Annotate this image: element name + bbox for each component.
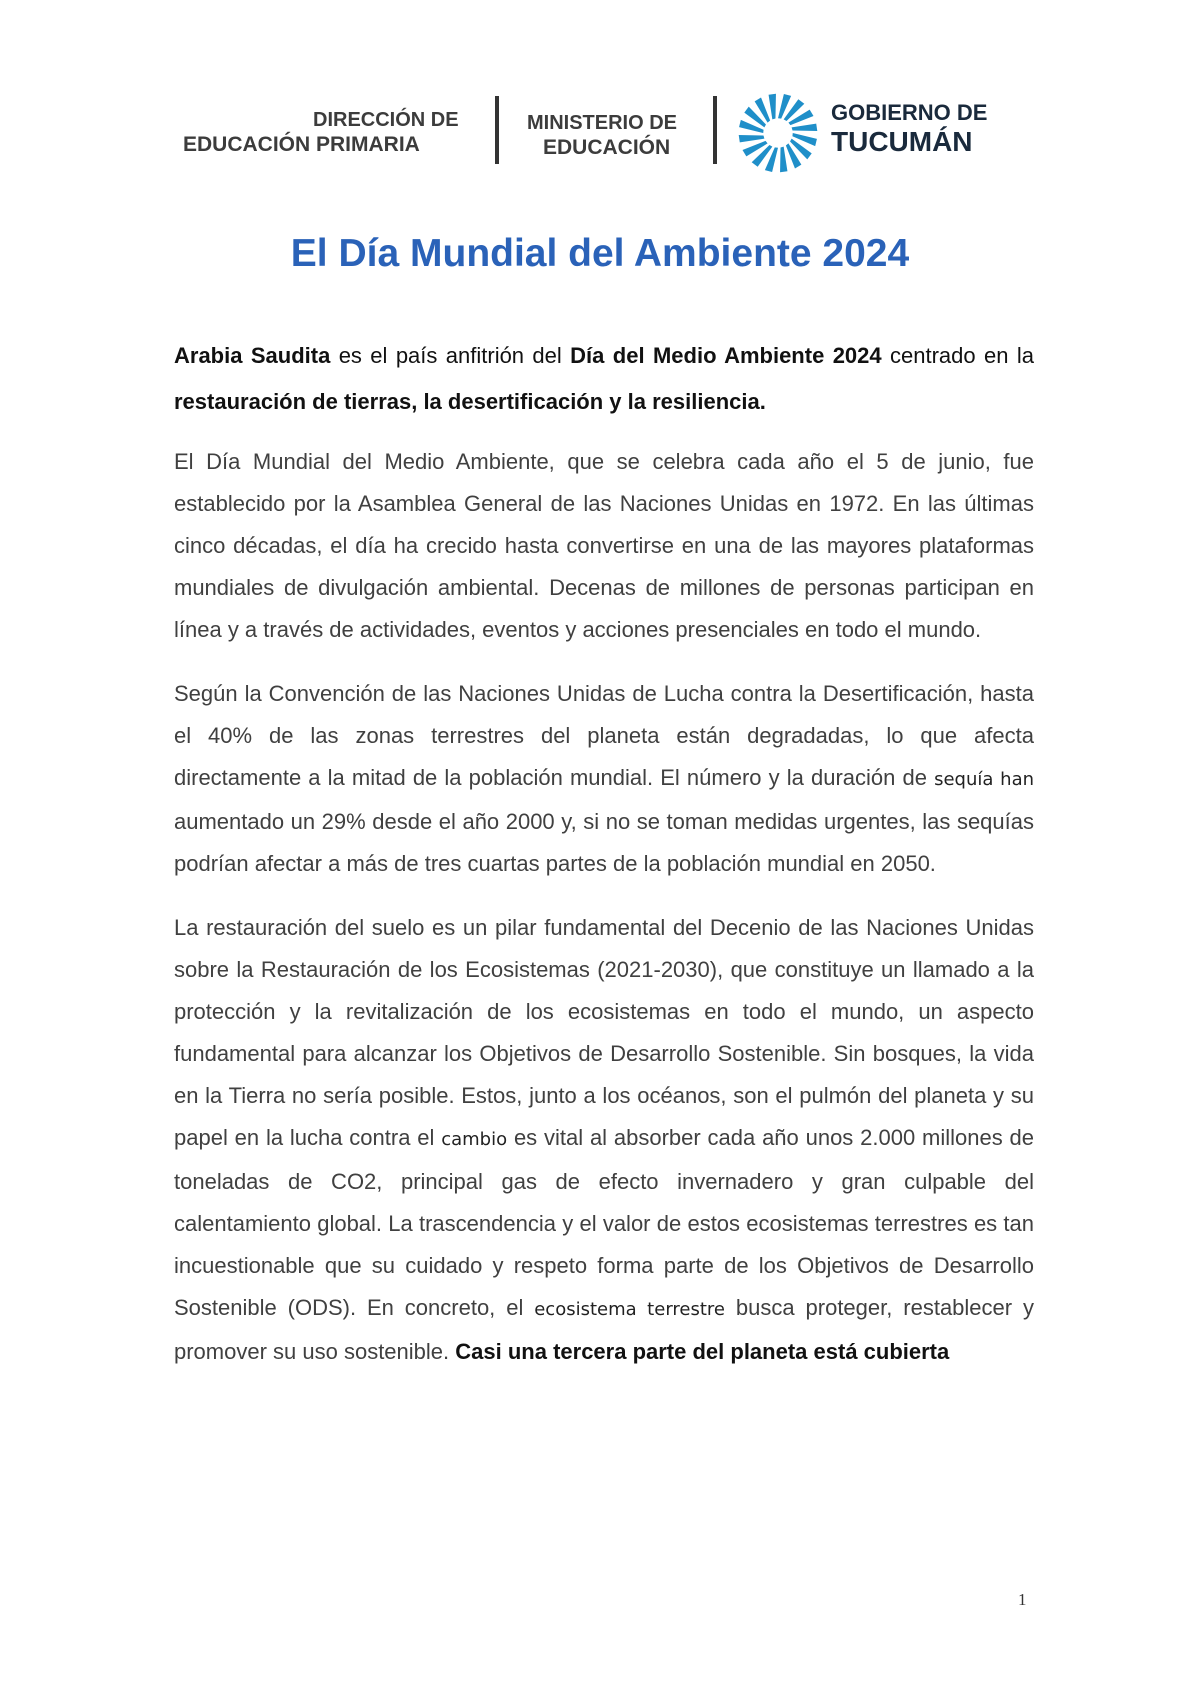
- bold-text: Día del Medio Ambiente 2024: [570, 343, 882, 368]
- paragraph-2: [174, 673, 1034, 885]
- logo-text-line: GOBIERNO DE: [831, 100, 988, 125]
- emblem-ray: [739, 135, 765, 142]
- direccion-educacion-primaria-logo: [183, 110, 459, 155]
- emblem-ray: [780, 147, 787, 173]
- paragraph-1: El Día Mundial del Medio Ambiente, que se celebra cada año el 5 de junio, fue establecido por la Asamblea General de las Naciones Unidas en 1972. En las últimas cinco décadas, el día ha crecido hasta convertirse en una de las mayores plataformas mundiales de divulgación ambiental. Decenas de millones de personas participan en línea y a través de actividades, eventos y acciones presenciales en todo el mundo.: [174, 449, 1034, 642]
- body-text: La restauración del suelo es un pilar fundamental del Decenio de las Naciones Unidas sobre la Restauración de los Ecosistemas (2021-2030), que constituye un llamado a la protección y la revitalización de los ecosistemas en todo el mundo, un aspecto fundamental para alcanzar los Objetivos de Desarrollo Sostenible. Sin bosques, la vida en la Tierra no sería posible. Estos, junto a los océanos, son el pulmón del planeta y su papel en la lucha contra el: [174, 915, 1034, 1150]
- emblem-ray: [792, 124, 818, 131]
- ministerio-educacion-logo: [527, 113, 677, 158]
- logo-text-line: TUCUMÁN: [831, 126, 973, 157]
- bold-text: restauración de tierras, la desertificación y la resiliencia.: [174, 389, 766, 414]
- lead-paragraph: [174, 333, 1034, 425]
- body-text: Según la Convención de las Naciones Unidas de Lucha contra la Desertificación, hasta el 40% de las zonas terrestres del planeta están degradadas, lo que afecta directamente a la mitad de la población mundial. El número y la duración de: [174, 681, 1034, 790]
- gobierno-tucuman-logo: [831, 102, 987, 156]
- logo-divider: [495, 96, 499, 164]
- body-text: aumentado un 29% desde el año 2000 y, si no se toman medidas urgentes, las sequías podrían afectar a más de tres cuartas partes de la población mundial en 2050.: [174, 809, 1034, 876]
- body-text: busca proteger, restablecer y promover su uso sostenible.: [174, 1295, 1034, 1364]
- logo-text-line: EDUCACIÓN: [543, 136, 671, 159]
- body-text: centrado en la: [881, 343, 1034, 368]
- body-text: es el país anfitrión del: [330, 343, 571, 368]
- logo-text-line: MINISTERIO DE: [527, 112, 678, 134]
- alt-font-text: sequía han: [934, 769, 1035, 790]
- document-body: [174, 333, 1034, 1373]
- logo-text-line: EDUCACIÓN PRIMARIA: [183, 133, 420, 156]
- sun-rays-emblem-icon: [737, 92, 819, 174]
- document-header: [175, 88, 1025, 168]
- alt-font-text: cambio: [441, 1129, 508, 1150]
- logo-text-line: DIRECCIÓN DE: [313, 109, 459, 131]
- paragraph-3: [174, 907, 1034, 1373]
- bold-text: Arabia Saudita: [174, 343, 331, 368]
- bold-text: Casi una tercera parte del planeta está cubierta: [455, 1339, 950, 1364]
- body-text: es vital al absorber cada año unos 2.000 millones de toneladas de CO2, principal gas de efecto invernadero y gran culpable del calentamiento global. La trascendencia y el valor de estos ecosistemas terrestres es tan incuestionable que su cuidado y respeto forma parte de los Objetivos de Desarrollo Sostenible (ODS). En concreto, el: [174, 1125, 1034, 1320]
- alt-font-text: ecosistema terrestre: [534, 1299, 725, 1320]
- page-number: 1: [1018, 1590, 1027, 1609]
- logo-divider: [713, 96, 717, 164]
- document-title: El Día Mundial del Ambiente 2024: [290, 232, 910, 275]
- emblem-ray: [769, 94, 776, 120]
